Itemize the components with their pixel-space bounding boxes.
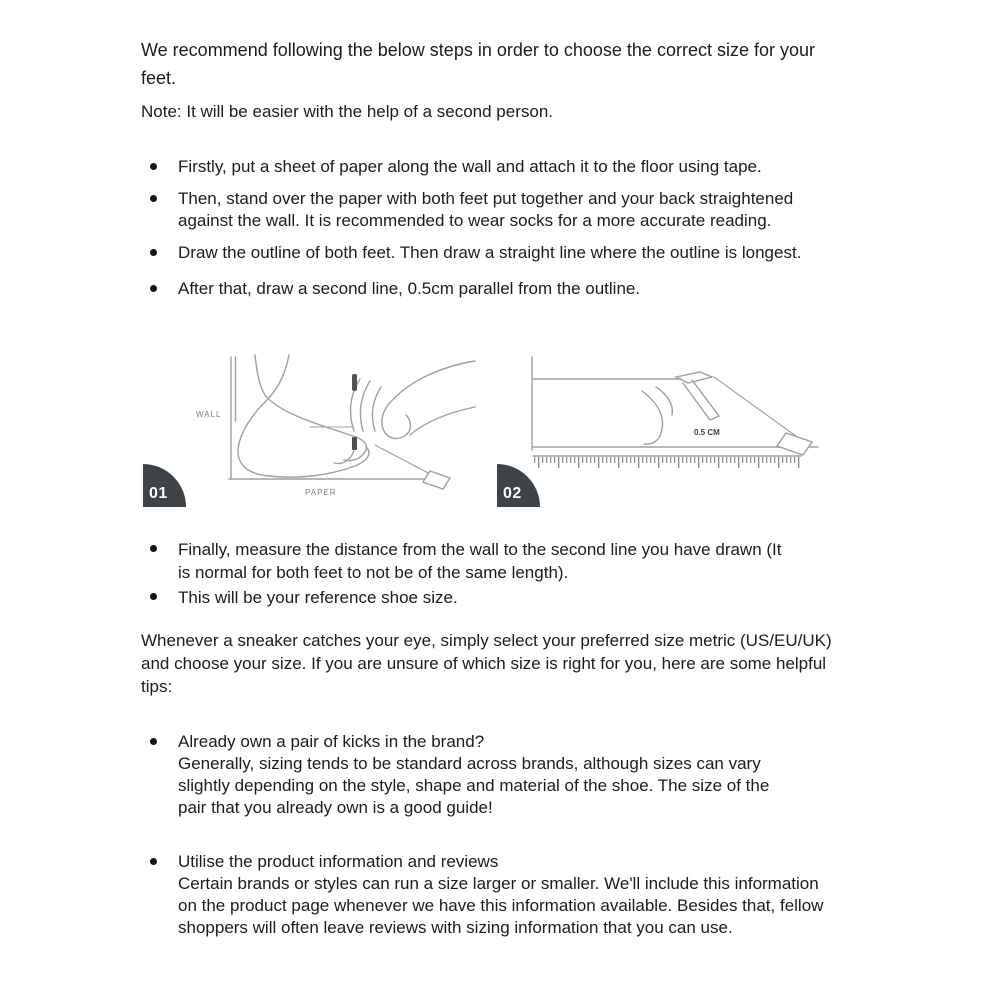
- results-list: [141, 538, 828, 611]
- list-item: [141, 242, 868, 264]
- tips-intro-paragraph: Whenever a sneaker catches your eye, simply select your preferred size metric (US/EU/UK) and choose your size. If you are unsure of which size is right for you, here are some helpful tips:: [141, 631, 832, 696]
- bullet-icon: [150, 738, 157, 745]
- tape-icon: [423, 471, 450, 489]
- figure-02-illustration: [518, 353, 848, 515]
- bullet-icon: [150, 249, 157, 256]
- result-text: This will be your reference shoe size.: [178, 588, 458, 607]
- tip-body: Certain brands or styles can run a size larger or smaller. We'll include this information on the product page whenever we have this information available. Besides that, fellow shoppers will often leave reviews with sizing information that you can use.: [178, 874, 824, 937]
- tip-title: Already own a pair of kicks in the brand?: [178, 732, 485, 751]
- pencil-icon: [676, 372, 719, 420]
- figure-01-illustration: [192, 353, 477, 511]
- wall-line-icon: [231, 357, 236, 479]
- tape-icon: [777, 433, 812, 455]
- steps-list: [141, 156, 868, 310]
- step-text: Firstly, put a sheet of paper along the wall and attach it to the floor using tape.: [178, 157, 762, 176]
- list-item: [141, 278, 868, 300]
- bullet-icon: [150, 593, 157, 600]
- list-item: [141, 586, 828, 609]
- figure-01-badge: [143, 464, 186, 507]
- hand-icon: [642, 387, 672, 444]
- tip-text: [178, 731, 798, 819]
- measure-annotation: 0.5 CM: [694, 428, 720, 437]
- bullet-icon: [150, 545, 157, 552]
- list-item: [141, 188, 868, 232]
- pointer-line-icon: [375, 445, 432, 475]
- note-text: Note: It will be easier with the help of a second person.: [141, 102, 554, 121]
- step-text: After that, draw a second line, 0.5cm parallel from the outline.: [178, 279, 641, 298]
- bullet-icon: [150, 858, 157, 865]
- list-item: [141, 731, 828, 819]
- tip-text: [178, 851, 828, 939]
- pointer-line-icon: [714, 377, 800, 439]
- figure-number: 01: [149, 485, 168, 502]
- wall-label: WALL: [196, 410, 222, 419]
- paper-label: PAPER: [305, 488, 337, 497]
- intro-paragraph: We recommend following the below steps in order to choose the correct size for your feet.: [141, 40, 815, 88]
- bullet-icon: [150, 163, 157, 170]
- pencil-icon: [352, 374, 357, 450]
- list-item: [141, 538, 828, 584]
- list-item: [141, 851, 828, 939]
- list-item: [141, 156, 868, 178]
- step-text: Then, stand over the paper with both feet put together and your back straightened against the wall. It is recommended to wear socks for a more accurate reading.: [178, 189, 794, 230]
- tip-body: Generally, sizing tends to be standard across brands, although sizes can vary slightly depending on the style, shape and material of the shoe. The size of the pair that you already own is a good guide!: [178, 754, 770, 817]
- tips-list: [141, 731, 828, 971]
- step-text: Draw the outline of both feet. Then draw a straight line where the outline is longest.: [178, 243, 802, 262]
- result-text: Finally, measure the distance from the wall to the second line you have drawn (It is normal for both feet to not be of the same length).: [178, 540, 782, 582]
- tip-title: Utilise the product information and reviews: [178, 852, 499, 871]
- bullet-icon: [150, 285, 157, 292]
- figure-number: 02: [503, 485, 522, 502]
- ruler-ticks-icon: [533, 457, 801, 470]
- bullet-icon: [150, 195, 157, 202]
